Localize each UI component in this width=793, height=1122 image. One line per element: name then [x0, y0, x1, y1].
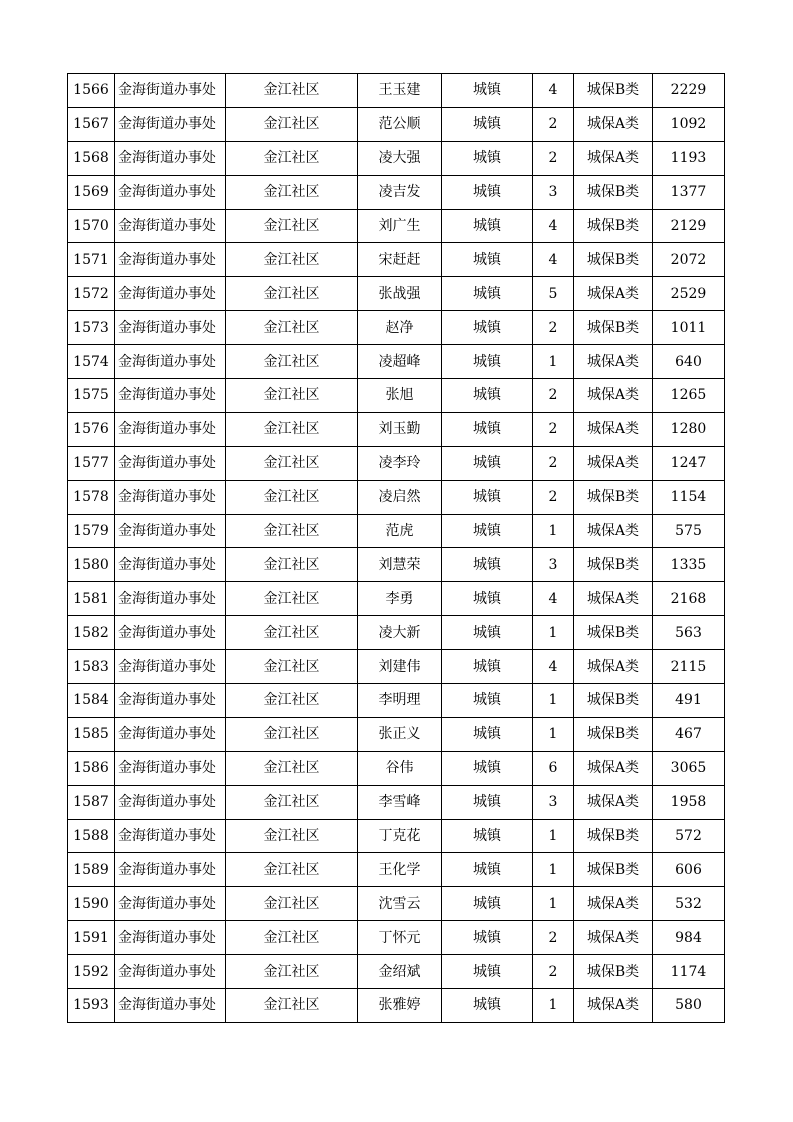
- amount-cell: 580: [653, 989, 725, 1023]
- amount-cell: 563: [653, 616, 725, 650]
- insurance-category-cell: 城保A类: [574, 785, 653, 819]
- table-row: [68, 684, 725, 718]
- row-number-cell: 1572: [68, 277, 115, 311]
- subdistrict-name-cell: 金海街道办事处: [115, 412, 226, 446]
- subdistrict-name-cell: 金海街道办事处: [115, 209, 226, 243]
- community-name-cell: 金江社区: [226, 345, 358, 379]
- amount-cell: 1154: [653, 480, 725, 514]
- household-size-cell: 4: [533, 582, 574, 616]
- household-size-cell: 2: [533, 412, 574, 446]
- insurance-category-cell: 城保A类: [574, 107, 653, 141]
- row-number-cell: 1571: [68, 243, 115, 277]
- household-size-cell: 1: [533, 514, 574, 548]
- insurance-category-cell: 城保B类: [574, 684, 653, 718]
- community-name-cell: 金江社区: [226, 684, 358, 718]
- row-number-cell: 1573: [68, 311, 115, 345]
- insurance-category-cell: 城保A类: [574, 412, 653, 446]
- amount-cell: 1193: [653, 141, 725, 175]
- row-number-cell: 1587: [68, 785, 115, 819]
- table-row: [68, 751, 725, 785]
- person-name-cell: 王化学: [358, 853, 442, 887]
- amount-cell: 1335: [653, 548, 725, 582]
- community-name-cell: 金江社区: [226, 243, 358, 277]
- person-name-cell: 沈雪云: [358, 887, 442, 921]
- community-name-cell: 金江社区: [226, 989, 358, 1023]
- person-name-cell: 张雅婷: [358, 989, 442, 1023]
- row-number-cell: 1578: [68, 480, 115, 514]
- person-name-cell: 凌启然: [358, 480, 442, 514]
- person-name-cell: 张正义: [358, 717, 442, 751]
- row-number-cell: 1583: [68, 650, 115, 684]
- residence-type-cell: 城镇: [442, 379, 533, 413]
- amount-cell: 1247: [653, 446, 725, 480]
- residence-type-cell: 城镇: [442, 243, 533, 277]
- amount-cell: 2168: [653, 582, 725, 616]
- table-row: [68, 819, 725, 853]
- insurance-category-cell: 城保B类: [574, 480, 653, 514]
- insurance-category-cell: 城保B类: [574, 311, 653, 345]
- table-row: [68, 209, 725, 243]
- person-name-cell: 丁克花: [358, 819, 442, 853]
- subdistrict-name-cell: 金海街道办事处: [115, 717, 226, 751]
- table-row: [68, 277, 725, 311]
- row-number-cell: 1580: [68, 548, 115, 582]
- row-number-cell: 1569: [68, 175, 115, 209]
- residence-type-cell: 城镇: [442, 209, 533, 243]
- amount-cell: 3065: [653, 751, 725, 785]
- person-name-cell: 刘广生: [358, 209, 442, 243]
- residence-type-cell: 城镇: [442, 582, 533, 616]
- table-row: [68, 379, 725, 413]
- person-name-cell: 刘玉勤: [358, 412, 442, 446]
- row-number-cell: 1584: [68, 684, 115, 718]
- subdistrict-name-cell: 金海街道办事处: [115, 446, 226, 480]
- residence-type-cell: 城镇: [442, 480, 533, 514]
- community-name-cell: 金江社区: [226, 717, 358, 751]
- person-name-cell: 凌超峰: [358, 345, 442, 379]
- allowance-roster-table: [67, 73, 725, 1023]
- community-name-cell: 金江社区: [226, 514, 358, 548]
- household-size-cell: 2: [533, 107, 574, 141]
- insurance-category-cell: 城保B类: [574, 955, 653, 989]
- community-name-cell: 金江社区: [226, 446, 358, 480]
- amount-cell: 2129: [653, 209, 725, 243]
- subdistrict-name-cell: 金海街道办事处: [115, 141, 226, 175]
- household-size-cell: 1: [533, 887, 574, 921]
- insurance-category-cell: 城保A类: [574, 379, 653, 413]
- residence-type-cell: 城镇: [442, 921, 533, 955]
- residence-type-cell: 城镇: [442, 751, 533, 785]
- row-number-cell: 1582: [68, 616, 115, 650]
- residence-type-cell: 城镇: [442, 175, 533, 209]
- community-name-cell: 金江社区: [226, 379, 358, 413]
- amount-cell: 2529: [653, 277, 725, 311]
- community-name-cell: 金江社区: [226, 921, 358, 955]
- person-name-cell: 张旭: [358, 379, 442, 413]
- household-size-cell: 2: [533, 921, 574, 955]
- amount-cell: 1265: [653, 379, 725, 413]
- table-row: [68, 243, 725, 277]
- household-size-cell: 4: [533, 209, 574, 243]
- household-size-cell: 2: [533, 446, 574, 480]
- person-name-cell: 凌吉发: [358, 175, 442, 209]
- residence-type-cell: 城镇: [442, 277, 533, 311]
- amount-cell: 1011: [653, 311, 725, 345]
- subdistrict-name-cell: 金海街道办事处: [115, 175, 226, 209]
- subdistrict-name-cell: 金海街道办事处: [115, 379, 226, 413]
- person-name-cell: 凌大新: [358, 616, 442, 650]
- residence-type-cell: 城镇: [442, 412, 533, 446]
- insurance-category-cell: 城保A类: [574, 921, 653, 955]
- residence-type-cell: 城镇: [442, 345, 533, 379]
- row-number-cell: 1581: [68, 582, 115, 616]
- subdistrict-name-cell: 金海街道办事处: [115, 74, 226, 108]
- row-number-cell: 1585: [68, 717, 115, 751]
- amount-cell: 467: [653, 717, 725, 751]
- residence-type-cell: 城镇: [442, 616, 533, 650]
- subdistrict-name-cell: 金海街道办事处: [115, 955, 226, 989]
- subdistrict-name-cell: 金海街道办事处: [115, 548, 226, 582]
- amount-cell: 640: [653, 345, 725, 379]
- subdistrict-name-cell: 金海街道办事处: [115, 616, 226, 650]
- community-name-cell: 金江社区: [226, 480, 358, 514]
- household-size-cell: 2: [533, 480, 574, 514]
- amount-cell: 1092: [653, 107, 725, 141]
- community-name-cell: 金江社区: [226, 955, 358, 989]
- household-size-cell: 1: [533, 684, 574, 718]
- table-row: [68, 107, 725, 141]
- person-name-cell: 凌李玲: [358, 446, 442, 480]
- insurance-category-cell: 城保B类: [574, 819, 653, 853]
- community-name-cell: 金江社区: [226, 582, 358, 616]
- person-name-cell: 张战强: [358, 277, 442, 311]
- insurance-category-cell: 城保A类: [574, 141, 653, 175]
- table-row: [68, 989, 725, 1023]
- residence-type-cell: 城镇: [442, 989, 533, 1023]
- amount-cell: 984: [653, 921, 725, 955]
- table-row: [68, 955, 725, 989]
- community-name-cell: 金江社区: [226, 412, 358, 446]
- community-name-cell: 金江社区: [226, 277, 358, 311]
- table-row: [68, 311, 725, 345]
- household-size-cell: 5: [533, 277, 574, 311]
- amount-cell: 491: [653, 684, 725, 718]
- residence-type-cell: 城镇: [442, 311, 533, 345]
- amount-cell: 2072: [653, 243, 725, 277]
- table-row: [68, 650, 725, 684]
- amount-cell: 1174: [653, 955, 725, 989]
- amount-cell: 532: [653, 887, 725, 921]
- person-name-cell: 范虎: [358, 514, 442, 548]
- residence-type-cell: 城镇: [442, 684, 533, 718]
- residence-type-cell: 城镇: [442, 853, 533, 887]
- subdistrict-name-cell: 金海街道办事处: [115, 277, 226, 311]
- table-row: [68, 74, 725, 108]
- person-name-cell: 丁怀元: [358, 921, 442, 955]
- household-size-cell: 6: [533, 751, 574, 785]
- household-size-cell: 4: [533, 650, 574, 684]
- residence-type-cell: 城镇: [442, 887, 533, 921]
- household-size-cell: 1: [533, 819, 574, 853]
- residence-type-cell: 城镇: [442, 514, 533, 548]
- table-row: [68, 887, 725, 921]
- person-name-cell: 王玉建: [358, 74, 442, 108]
- insurance-category-cell: 城保A类: [574, 989, 653, 1023]
- residence-type-cell: 城镇: [442, 955, 533, 989]
- table-row: [68, 412, 725, 446]
- row-number-cell: 1568: [68, 141, 115, 175]
- subdistrict-name-cell: 金海街道办事处: [115, 684, 226, 718]
- insurance-category-cell: 城保B类: [574, 175, 653, 209]
- table-row: [68, 921, 725, 955]
- row-number-cell: 1579: [68, 514, 115, 548]
- subdistrict-name-cell: 金海街道办事处: [115, 107, 226, 141]
- community-name-cell: 金江社区: [226, 819, 358, 853]
- table-row: [68, 616, 725, 650]
- residence-type-cell: 城镇: [442, 446, 533, 480]
- insurance-category-cell: 城保B类: [574, 243, 653, 277]
- subdistrict-name-cell: 金海街道办事处: [115, 311, 226, 345]
- insurance-category-cell: 城保A类: [574, 751, 653, 785]
- residence-type-cell: 城镇: [442, 785, 533, 819]
- person-name-cell: 李雪峰: [358, 785, 442, 819]
- row-number-cell: 1591: [68, 921, 115, 955]
- person-name-cell: 赵净: [358, 311, 442, 345]
- household-size-cell: 2: [533, 141, 574, 175]
- household-size-cell: 2: [533, 379, 574, 413]
- row-number-cell: 1590: [68, 887, 115, 921]
- table-row: [68, 548, 725, 582]
- table-row: [68, 785, 725, 819]
- row-number-cell: 1592: [68, 955, 115, 989]
- household-size-cell: 1: [533, 989, 574, 1023]
- table-body: [68, 74, 725, 1023]
- residence-type-cell: 城镇: [442, 548, 533, 582]
- insurance-category-cell: 城保A类: [574, 345, 653, 379]
- person-name-cell: 刘慧荣: [358, 548, 442, 582]
- subdistrict-name-cell: 金海街道办事处: [115, 345, 226, 379]
- household-size-cell: 3: [533, 175, 574, 209]
- subdistrict-name-cell: 金海街道办事处: [115, 582, 226, 616]
- row-number-cell: 1566: [68, 74, 115, 108]
- row-number-cell: 1567: [68, 107, 115, 141]
- household-size-cell: 4: [533, 74, 574, 108]
- subdistrict-name-cell: 金海街道办事处: [115, 514, 226, 548]
- subdistrict-name-cell: 金海街道办事处: [115, 887, 226, 921]
- insurance-category-cell: 城保A类: [574, 650, 653, 684]
- table-row: [68, 582, 725, 616]
- table-row: [68, 175, 725, 209]
- residence-type-cell: 城镇: [442, 650, 533, 684]
- table-row: [68, 345, 725, 379]
- subdistrict-name-cell: 金海街道办事处: [115, 243, 226, 277]
- row-number-cell: 1589: [68, 853, 115, 887]
- amount-cell: 2229: [653, 74, 725, 108]
- community-name-cell: 金江社区: [226, 887, 358, 921]
- table-row: [68, 853, 725, 887]
- community-name-cell: 金江社区: [226, 311, 358, 345]
- table-row: [68, 717, 725, 751]
- amount-cell: 572: [653, 819, 725, 853]
- person-name-cell: 宋赶赶: [358, 243, 442, 277]
- insurance-category-cell: 城保A类: [574, 887, 653, 921]
- insurance-category-cell: 城保B类: [574, 548, 653, 582]
- subdistrict-name-cell: 金海街道办事处: [115, 819, 226, 853]
- table-row: [68, 480, 725, 514]
- row-number-cell: 1574: [68, 345, 115, 379]
- person-name-cell: 李明理: [358, 684, 442, 718]
- household-size-cell: 4: [533, 243, 574, 277]
- residence-type-cell: 城镇: [442, 717, 533, 751]
- subdistrict-name-cell: 金海街道办事处: [115, 480, 226, 514]
- insurance-category-cell: 城保B类: [574, 209, 653, 243]
- subdistrict-name-cell: 金海街道办事处: [115, 650, 226, 684]
- community-name-cell: 金江社区: [226, 74, 358, 108]
- subdistrict-name-cell: 金海街道办事处: [115, 785, 226, 819]
- amount-cell: 1958: [653, 785, 725, 819]
- household-size-cell: 3: [533, 548, 574, 582]
- row-number-cell: 1586: [68, 751, 115, 785]
- subdistrict-name-cell: 金海街道办事处: [115, 751, 226, 785]
- community-name-cell: 金江社区: [226, 209, 358, 243]
- community-name-cell: 金江社区: [226, 650, 358, 684]
- person-name-cell: 谷伟: [358, 751, 442, 785]
- table-row: [68, 514, 725, 548]
- residence-type-cell: 城镇: [442, 819, 533, 853]
- amount-cell: 2115: [653, 650, 725, 684]
- residence-type-cell: 城镇: [442, 74, 533, 108]
- insurance-category-cell: 城保B类: [574, 717, 653, 751]
- row-number-cell: 1577: [68, 446, 115, 480]
- row-number-cell: 1588: [68, 819, 115, 853]
- household-size-cell: 1: [533, 616, 574, 650]
- subdistrict-name-cell: 金海街道办事处: [115, 921, 226, 955]
- community-name-cell: 金江社区: [226, 175, 358, 209]
- community-name-cell: 金江社区: [226, 141, 358, 175]
- row-number-cell: 1576: [68, 412, 115, 446]
- table-row: [68, 446, 725, 480]
- subdistrict-name-cell: 金海街道办事处: [115, 853, 226, 887]
- subdistrict-name-cell: 金海街道办事处: [115, 989, 226, 1023]
- amount-cell: 575: [653, 514, 725, 548]
- person-name-cell: 范公顺: [358, 107, 442, 141]
- residence-type-cell: 城镇: [442, 107, 533, 141]
- row-number-cell: 1570: [68, 209, 115, 243]
- insurance-category-cell: 城保B类: [574, 616, 653, 650]
- insurance-category-cell: 城保A类: [574, 514, 653, 548]
- residence-type-cell: 城镇: [442, 141, 533, 175]
- person-name-cell: 金绍斌: [358, 955, 442, 989]
- insurance-category-cell: 城保A类: [574, 277, 653, 311]
- person-name-cell: 刘建伟: [358, 650, 442, 684]
- amount-cell: 1280: [653, 412, 725, 446]
- amount-cell: 606: [653, 853, 725, 887]
- person-name-cell: 凌大强: [358, 141, 442, 175]
- insurance-category-cell: 城保B类: [574, 853, 653, 887]
- community-name-cell: 金江社区: [226, 785, 358, 819]
- community-name-cell: 金江社区: [226, 548, 358, 582]
- community-name-cell: 金江社区: [226, 853, 358, 887]
- insurance-category-cell: 城保B类: [574, 74, 653, 108]
- household-size-cell: 2: [533, 955, 574, 989]
- table-row: [68, 141, 725, 175]
- household-size-cell: 2: [533, 311, 574, 345]
- row-number-cell: 1593: [68, 989, 115, 1023]
- household-size-cell: 1: [533, 345, 574, 379]
- household-size-cell: 1: [533, 717, 574, 751]
- insurance-category-cell: 城保A类: [574, 582, 653, 616]
- community-name-cell: 金江社区: [226, 107, 358, 141]
- household-size-cell: 3: [533, 785, 574, 819]
- community-name-cell: 金江社区: [226, 751, 358, 785]
- household-size-cell: 1: [533, 853, 574, 887]
- insurance-category-cell: 城保A类: [574, 446, 653, 480]
- community-name-cell: 金江社区: [226, 616, 358, 650]
- row-number-cell: 1575: [68, 379, 115, 413]
- amount-cell: 1377: [653, 175, 725, 209]
- person-name-cell: 李勇: [358, 582, 442, 616]
